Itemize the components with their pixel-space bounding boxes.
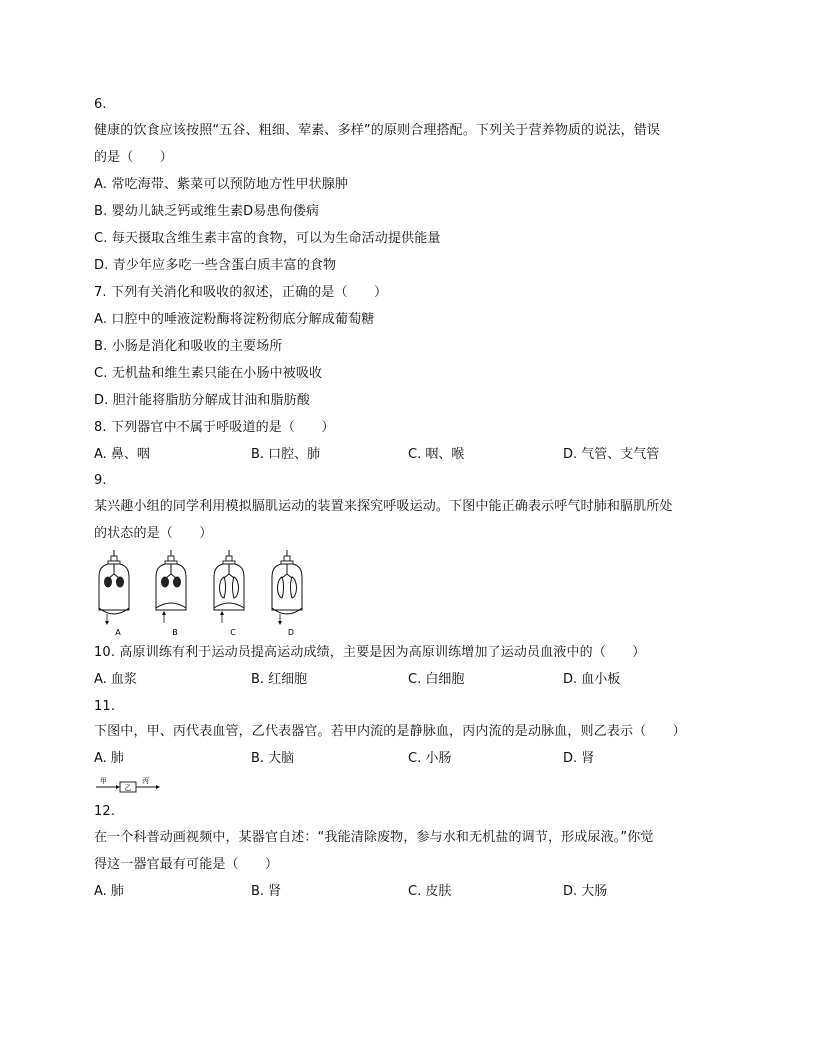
q10-option-b: B. 红细胞 (251, 672, 308, 687)
q9-diaphragm-model-figure (94, 548, 324, 638)
figure-label-jia: 甲 (100, 777, 107, 785)
q11-stem: 下图中，甲、丙代表血管，乙代表器官。若甲内流的是静脉血，丙内流的是动脉血，则乙表示（ ） (94, 724, 686, 739)
q6-stem-line1: 健康的饮食应该按照“五谷、粗细、荤素、多样”的原则合理搭配。下列关于营养物质的说法，错误 (94, 123, 661, 138)
q12-stem-line1: 在一个科普动画视频中，某器官自述：“我能清除废物，参与水和无机盐的调节，形成尿液。”你觉 (94, 830, 654, 845)
q12-option-b: B. 肾 (251, 884, 282, 899)
q6-option-d: D. 青少年应多吃一些含蛋白质丰富的食物 (94, 258, 337, 273)
figure-jar-c (214, 550, 244, 623)
figure-label-yi: 乙 (124, 784, 132, 792)
q12-option-c: C. 皮肤 (408, 884, 452, 899)
q8-option-c: C. 咽、喉 (408, 447, 465, 462)
q10-stem: 10. 高原训练有利于运动员提高运动成绩，主要是因为高原训练增加了运动员血液中的（ ） (94, 645, 646, 660)
q12-option-d: D. 大肠 (563, 884, 608, 899)
q9-stem-line2: 的状态的是（ ） (94, 526, 213, 541)
q12-stem-line2: 得这一器官最有可能是（ ） (94, 857, 279, 872)
q6-stem-line2: 的是（ ） (94, 150, 173, 165)
q9-stem-line1: 某兴趣小组的同学利用模拟膈肌运动的装置来探究呼吸运动。下图中能正确表示呼气时肺和膈肌所处 (94, 499, 673, 514)
q8-option-a: A. 鼻、咽 (94, 447, 150, 462)
figure-label-a: A (115, 628, 121, 637)
q11-blood-flow-figure (94, 775, 164, 795)
q11-option-c: C. 小肠 (408, 751, 452, 766)
figure-jar-a (99, 550, 129, 625)
q7-option-d: D. 胆汁能将脂肪分解成甘油和脂肪酸 (94, 393, 310, 408)
q11-option-d: D. 肾 (563, 751, 595, 766)
figure-label-d: D (287, 628, 295, 637)
figure-jar-d (272, 550, 302, 625)
q8-stem: 8. 下列器官中不属于呼吸道的是（ ） (94, 420, 335, 435)
q6-number: 6. (94, 97, 107, 112)
q9-number: 9. (94, 473, 107, 488)
q11-number: 11. (94, 699, 116, 714)
figure-label-c: C (230, 628, 236, 637)
q10-option-c: C. 白细胞 (408, 672, 465, 687)
q10-option-d: D. 血小板 (563, 672, 621, 687)
q11-option-b: B. 大脑 (251, 751, 295, 766)
q11-option-a: A. 肺 (94, 751, 124, 766)
figure-label-b: B (172, 628, 178, 637)
q12-number: 12. (94, 804, 116, 819)
q7-option-c: C. 无机盐和维生素只能在小肠中被吸收 (94, 366, 323, 381)
q7-option-a: A. 口腔中的唾液淀粉酶将淀粉彻底分解成葡萄糖 (94, 312, 375, 327)
figure-jar-b (156, 550, 186, 623)
q7-option-b: B. 小肠是消化和吸收的主要场所 (94, 339, 283, 354)
q6-option-a: A. 常吃海带、紫菜可以预防地方性甲状腺肿 (94, 177, 349, 192)
q10-option-a: A. 血浆 (94, 672, 137, 687)
q6-option-b: B. 婴幼儿缺乏钙或维生素D易患佝偻病 (94, 204, 320, 219)
q8-option-d: D. 气管、支气管 (563, 447, 660, 462)
q8-option-b: B. 口腔、肺 (251, 447, 321, 462)
q7-stem: 7. 下列有关消化和吸收的叙述，正确的是（ ） (94, 285, 388, 300)
q6-option-c: C. 每天摄取含维生素丰富的食物，可以为生命活动提供能量 (94, 231, 441, 246)
q12-option-a: A. 肺 (94, 884, 124, 899)
figure-label-bing: 丙 (142, 777, 149, 785)
